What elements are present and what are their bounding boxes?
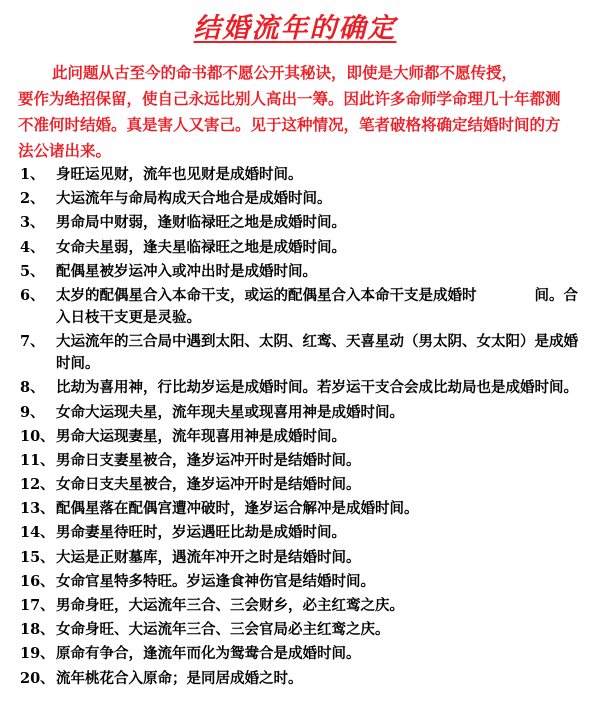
list-item (20, 402, 580, 424)
item-text: 流年桃花合入原命；是同居成婚之时。 (56, 669, 303, 687)
list-item (20, 498, 580, 520)
item-text: 比劫为喜用神，行比劫岁运是成婚时间。若岁运干支合会成比劫局也是成婚时间。 (56, 379, 578, 397)
item-text: 太岁的配偶星合入本命干支，或运的配偶星合入本命干支是成婚时 间。合入日枝干支更是灵验。 (56, 286, 578, 326)
item-text: 男命身旺，大运流年三合、三会财乡，必主红鸾之庆。 (56, 597, 404, 614)
item-number: 6、 (20, 286, 45, 304)
item-text: 原命有争合，逢流年而化为鸳鸯合是成婚时间。 (56, 645, 361, 663)
item-text: 男命妻星待旺时，岁运遇旺比劫是成婚时间。 (56, 524, 346, 542)
item-text: 配偶星被岁运冲入或冲出时是成婚时间。 (56, 262, 317, 280)
item-text: 大运流年的三合局中遇到太阳、太阴、红鸾、天喜星动（男太阴、女太阳）是成婚时间。 (56, 333, 578, 373)
list-item (20, 595, 580, 617)
item-text: 女命大运现夫星，流年现夫星或现喜用神是成婚时间。 (56, 403, 404, 421)
item-number: 9、 (20, 403, 45, 421)
item-number: 20、 (20, 669, 55, 687)
item-number: 3、 (20, 214, 45, 232)
item-text: 配偶星落在配偶宫遭冲破时，逢岁运合解冲是成婚时间。 (56, 500, 419, 518)
intro-text: 要作为绝招保留，使自己永远比别人高出一筹。因此许多命师学命理几十年都测不准何时结婚。真是害人又害己。见于这种情况，笔者破格将确定结婚时间的方法公诸出来。 (18, 89, 561, 160)
list-item (20, 474, 580, 496)
item-number: 16、 (20, 572, 55, 590)
page-title: 结婚流年的确定 (193, 13, 397, 44)
item-number: 15、 (20, 548, 55, 566)
list-item (20, 188, 580, 210)
item-number: 10、 (20, 427, 55, 445)
list-item (20, 522, 580, 544)
list-item (20, 285, 580, 329)
item-text: 身旺运见财，流年也见财是成婚时间。 (56, 166, 303, 183)
method-list (20, 164, 580, 692)
item-text: 大运流年与命局构成天合地合是成婚时间。 (56, 190, 332, 208)
item-number: 2、 (20, 190, 45, 208)
item-text: 女命身旺、大运流年三合、三会官局必主红鸾之庆。 (56, 621, 390, 639)
item-number: 19、 (20, 645, 55, 663)
item-text: 女命日支夫星被合，逢岁运冲开时是结婚时间。 (56, 476, 361, 494)
item-number: 5、 (20, 262, 45, 280)
item-number: 1、 (20, 166, 45, 183)
list-item (20, 571, 580, 593)
item-number: 8、 (20, 379, 45, 397)
list-item (20, 237, 580, 259)
list-item (20, 164, 580, 186)
item-text: 女命官星特多特旺。岁运逢食神伤官是结婚时间。 (56, 572, 375, 590)
item-text: 男命日支妻星被合，逢岁运冲开时是结婚时间。 (56, 451, 361, 469)
item-number: 11、 (20, 451, 55, 469)
intro-line-1: 此问题从古至今的命书都不愿公开其秘诀，即使是大师都不愿传授， (52, 63, 518, 82)
list-item (20, 619, 580, 641)
list-item (20, 377, 580, 399)
item-text: 大运是正财墓库，遇流年冲开之时是结婚时间。 (56, 548, 361, 566)
intro-paragraph (18, 60, 574, 164)
list-item (20, 331, 580, 375)
item-text: 男命局中财弱，逢财临禄旺之地是成婚时间。 (56, 214, 346, 232)
list-item (20, 212, 580, 234)
item-number: 4、 (20, 238, 45, 256)
list-item (20, 643, 580, 665)
list-item (20, 668, 580, 690)
item-number: 12、 (20, 476, 55, 494)
item-number: 14、 (20, 524, 55, 542)
list-item (20, 261, 580, 283)
list-item (20, 547, 580, 569)
item-text: 男命大运现妻星，流年现喜用神是成婚时间。 (56, 427, 346, 445)
item-number: 7、 (20, 333, 45, 351)
list-item (20, 426, 580, 448)
item-number: 17、 (20, 597, 55, 614)
item-number: 13、 (20, 500, 55, 518)
item-number: 18、 (20, 621, 55, 639)
item-text: 女命夫星弱，逢夫星临禄旺之地是成婚时间。 (56, 238, 346, 256)
list-item (20, 450, 580, 472)
